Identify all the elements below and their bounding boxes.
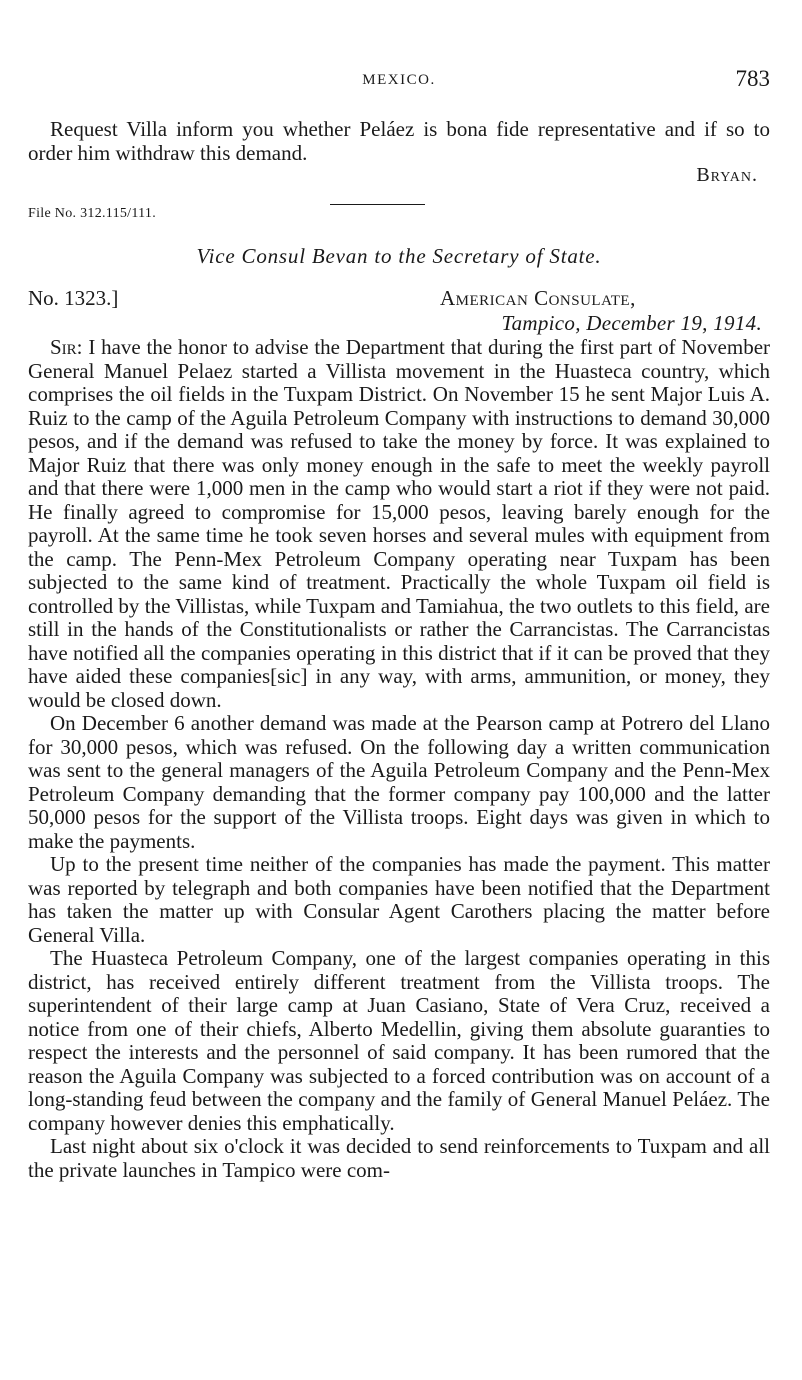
sender-office: American Consulate,	[440, 286, 636, 310]
document-number: No. 1323.]	[28, 286, 119, 310]
body-paragraph: Up to the present time neither of the companies has made the payment. This matter was reported by telegraph and both companies have been notified that the Department has taken the matter up with Consular Agent Carothers placing the matter before General Villa.	[28, 852, 770, 947]
page-number: 783	[735, 66, 770, 91]
body-paragraph: Last night about six o'clock it was decided to send reinforcements to Tuxpam and all the private launches in Tampico were com-	[28, 1134, 770, 1182]
document-title: Vice Consul Bevan to the Secretary of State.	[196, 244, 602, 268]
previous-document-closing	[28, 118, 770, 165]
salutation: Sir:	[50, 335, 83, 359]
paragraph-text: I have the honor to advise the Department that during the first part of November General Manuel Pelaez started a Villista movement in the Huasteca country, which comprises the oil fields in the Tuxpam District. On November 15 he sent Major Luis A. Ruiz to the camp of the Aguila Petroleum Company with instructions to demand 30,000 pesos, and if the demand was refused to take the money by force. It was explained to Major Ruiz that there was only money enough in the safe to meet the weekly payroll and that there were 1,000 men in the camp who would start a riot if they were not paid. He finally agreed to compromise for 15,000 pesos, leaving barely enough for the payroll. At the same time he took seven horses and several mules with equipment from the camp. The Penn-Mex Petroleum Company operating near Tuxpam has been subjected to the same kind of treatment. Practically the whole Tuxpam oil field is controlled by the Villistas, while Tuxpam and Tamiahua, the two outlets to this field, are still in the hands of the Constitutionalists or rather the Carrancistas. The Carrancistas have notified all the companies operating in this district that if it can be proved that they have aided these companies[sic] in any way, with arms, ammunition, or money, they would be closed down.	[28, 335, 771, 712]
place-and-date: Tampico, December 19, 1914.	[501, 311, 762, 335]
body-paragraph: On December 6 another demand was made at the Pearson camp at Potrero del Llano for 30,000 pesos, which was refused. On the following day a written communication was sent to the general managers of the Aguila Petroleum Company and the Penn-Mex Petroleum Company demanding that the former company pay 100,000 and the latter 50,000 pesos for the support of the Villista troops. Eight days was given in which to make the payments.	[28, 711, 770, 853]
section-divider	[330, 204, 425, 205]
letter-heading	[28, 286, 770, 336]
signature: Bryan.	[696, 164, 758, 186]
body-paragraph	[28, 336, 770, 712]
body-paragraph: The Huasteca Petroleum Company, one of the largest companies operating in this district, has received entirely different treatment from the Villista troops. The superintendent of their large camp at Juan Casiano, State of Vera Cruz, received a notice from one of their chiefs, Alberto Medellin, giving them absolute guaranties to respect the interests and the personnel of said company. It has been rumored that the reason the Aguila Company was subjected to a forced contribution was on account of a long-standing feud between the company and the family of General Manuel Peláez. The company however denies this emphatically.	[28, 946, 770, 1135]
closing-paragraph: Request Villa inform you whether Peláez is bona fide representative and if so to order him withdraw this demand.	[28, 117, 770, 165]
running-head: MEXICO.	[362, 72, 436, 88]
page-header	[28, 66, 770, 96]
file-number: File No. 312.115/111.	[28, 206, 157, 221]
document-page	[28, 0, 770, 1380]
letter-body	[28, 336, 770, 1182]
